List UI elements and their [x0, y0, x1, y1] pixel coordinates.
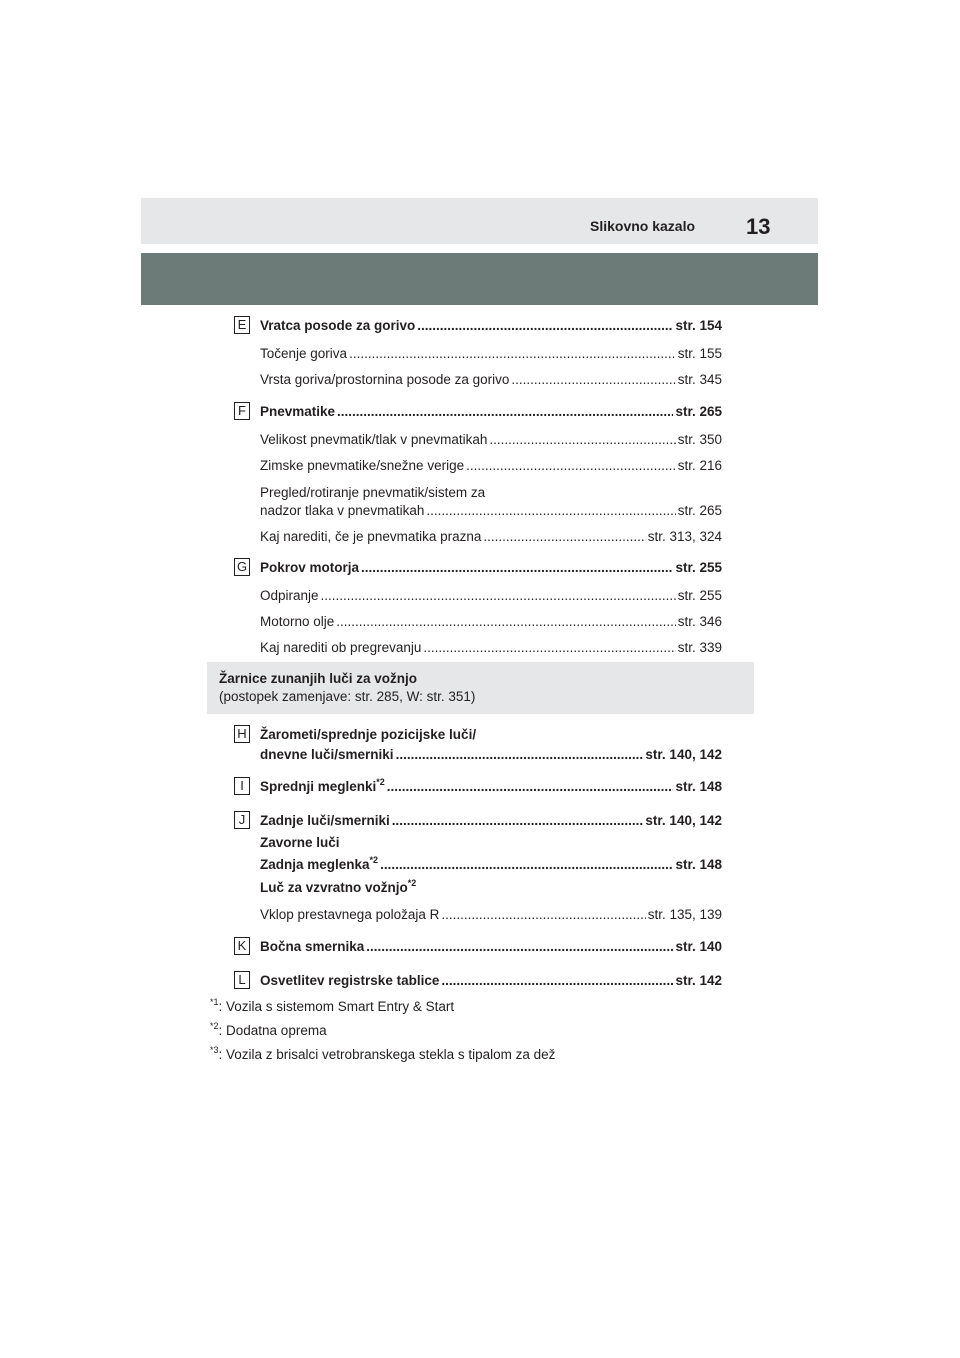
footnote-1 [210, 999, 454, 1014]
page-ref: str. 135, 139 [647, 907, 722, 922]
leader-dots [441, 907, 645, 923]
bulbs-info-title: Žarnice zunanjih luči za vožnjo [219, 671, 418, 686]
entry-label-text: Luč za vzvratno vožnjo [260, 880, 408, 895]
footnote-text: : Vozila z brisalci vetrobranskega stekla s tipalom za dež [218, 1047, 556, 1062]
page-ref: str. 155 [677, 346, 722, 361]
entry-overheating[interactable] [260, 640, 722, 656]
entry-label: Zadnje luči/smerniki [260, 813, 390, 828]
entry-tires[interactable] [260, 404, 722, 420]
section-letter-l: L [234, 971, 250, 989]
entry-front-fog[interactable] [260, 779, 722, 795]
leader-dots [396, 747, 644, 763]
entry-label [260, 857, 378, 873]
entry-side-turn[interactable] [260, 939, 722, 955]
section-letter-k: K [234, 937, 250, 955]
leader-dots [417, 318, 673, 334]
entry-reverse-gear[interactable] [260, 907, 722, 923]
entry-label-text: Zadnja meglenka [260, 857, 370, 872]
leader-dots [336, 614, 675, 630]
footnote-mark: *2 [210, 1021, 219, 1031]
footnote-2 [210, 1023, 327, 1038]
entry-license-plate[interactable] [260, 973, 722, 989]
entry-label: Vratca posode za gorivo [260, 318, 416, 333]
page-ref: str. 140, 142 [645, 747, 722, 762]
entry-label: Vklop prestavnega položaja R [260, 907, 440, 922]
entry-opening[interactable] [260, 588, 722, 604]
entry-brake-lights: Zavorne luči [260, 835, 340, 850]
entry-label: Vrsta goriva/prostornina posode za gorivo [260, 372, 510, 387]
footnote-mark: *2 [376, 777, 385, 787]
footnote-3 [210, 1047, 555, 1062]
page-ref: str. 255 [675, 560, 722, 575]
leader-dots [423, 640, 675, 656]
entry-label: Pnevmatike [260, 404, 336, 419]
leader-dots [349, 346, 676, 362]
leader-dots [361, 560, 673, 576]
footnote-mark: *2 [369, 855, 379, 865]
page-ref: str. 265 [677, 503, 722, 518]
bulbs-info-box [207, 662, 754, 714]
entry-tire-inspection-line1: Pregled/rotiranje pnevmatik/sistem za [260, 485, 486, 500]
entry-fuel-type[interactable] [260, 372, 722, 388]
entry-label: Kaj narediti ob pregrevanju [260, 640, 422, 655]
entry-headlights-line1: Žarometi/sprednje pozicijske luči/ [260, 727, 477, 742]
entry-flat-tire[interactable] [260, 529, 722, 545]
section-letter-i: I [234, 777, 250, 795]
page-ref: str. 140 [675, 939, 722, 954]
page-ref: str. 142 [675, 973, 722, 988]
leader-dots [483, 529, 645, 545]
page-ref: str. 345 [677, 372, 722, 387]
bulbs-info-subtitle: (postopek zamenjave: str. 285, W: str. 351) [219, 689, 476, 704]
leader-dots [489, 432, 675, 448]
entry-label: nadzor tlaka v pnevmatikah [260, 503, 425, 518]
entry-fuel-door[interactable] [260, 318, 722, 334]
entry-label: Točenje goriva [260, 346, 348, 361]
section-banner [141, 253, 818, 305]
page-ref: str. 216 [677, 458, 722, 473]
page-title: Slikovno kazalo [590, 218, 696, 234]
entry-label: Velikost pnevmatik/tlak v pnevmatikah [260, 432, 488, 447]
entry-label: Osvetlitev registrske tablice [260, 973, 440, 988]
leader-dots [366, 939, 673, 955]
entry-rear-lights[interactable] [260, 813, 722, 829]
entry-hood[interactable] [260, 560, 722, 576]
entry-label [260, 779, 385, 795]
entry-reverse-light [260, 880, 416, 896]
footnote-text: : Dodatna oprema [218, 1023, 327, 1038]
page-ref: str. 140, 142 [645, 813, 722, 828]
leader-dots [337, 404, 673, 420]
page-number: 13 [746, 214, 771, 239]
entry-rear-fog[interactable] [260, 857, 722, 873]
entry-label: dnevne luči/smerniki [260, 747, 394, 762]
page-ref: str. 313, 324 [647, 529, 722, 544]
leader-dots [321, 588, 676, 604]
footnote-mark: *1 [210, 997, 219, 1007]
section-letter-g: G [234, 558, 250, 576]
entry-label: Odpiranje [260, 588, 319, 603]
section-letter-j: J [234, 811, 250, 829]
leader-dots [387, 779, 674, 795]
page-ref: str. 346 [677, 614, 722, 629]
header-band [141, 198, 818, 244]
footnote-text: : Vozila s sistemom Smart Entry & Start [218, 999, 455, 1014]
page-ref: str. 339 [677, 640, 722, 655]
leader-dots [466, 458, 676, 474]
leader-dots [426, 503, 675, 519]
entry-engine-oil[interactable] [260, 614, 722, 630]
entry-refueling[interactable] [260, 346, 722, 362]
entry-label: Kaj narediti, če je pnevmatika prazna [260, 529, 482, 544]
leader-dots [441, 973, 673, 989]
page-ref: str. 265 [675, 404, 722, 419]
section-letter-f: F [234, 402, 250, 420]
leader-dots [511, 372, 675, 388]
entry-label-text: Sprednji meglenki [260, 779, 377, 794]
page-ref: str. 148 [675, 779, 722, 794]
page-ref: str. 148 [675, 857, 722, 872]
footnote-mark: *3 [210, 1045, 219, 1055]
section-letter-h: H [234, 725, 250, 743]
page-ref: str. 154 [675, 318, 722, 333]
page-ref: str. 350 [677, 432, 722, 447]
section-letter-e: E [234, 316, 250, 334]
entry-label: Zimske pnevmatike/snežne verige [260, 458, 465, 473]
entry-winter-tires[interactable] [260, 458, 722, 474]
entry-label: Bočna smernika [260, 939, 365, 954]
entry-label: Pokrov motorja [260, 560, 360, 575]
entry-tire-inspection[interactable] [260, 503, 722, 519]
leader-dots [380, 857, 673, 873]
entry-label: Motorno olje [260, 614, 335, 629]
page-ref: str. 255 [677, 588, 722, 603]
footnote-mark: *2 [407, 878, 417, 888]
entry-tire-size[interactable] [260, 432, 722, 448]
entry-headlights[interactable] [260, 747, 722, 763]
leader-dots [392, 813, 644, 829]
